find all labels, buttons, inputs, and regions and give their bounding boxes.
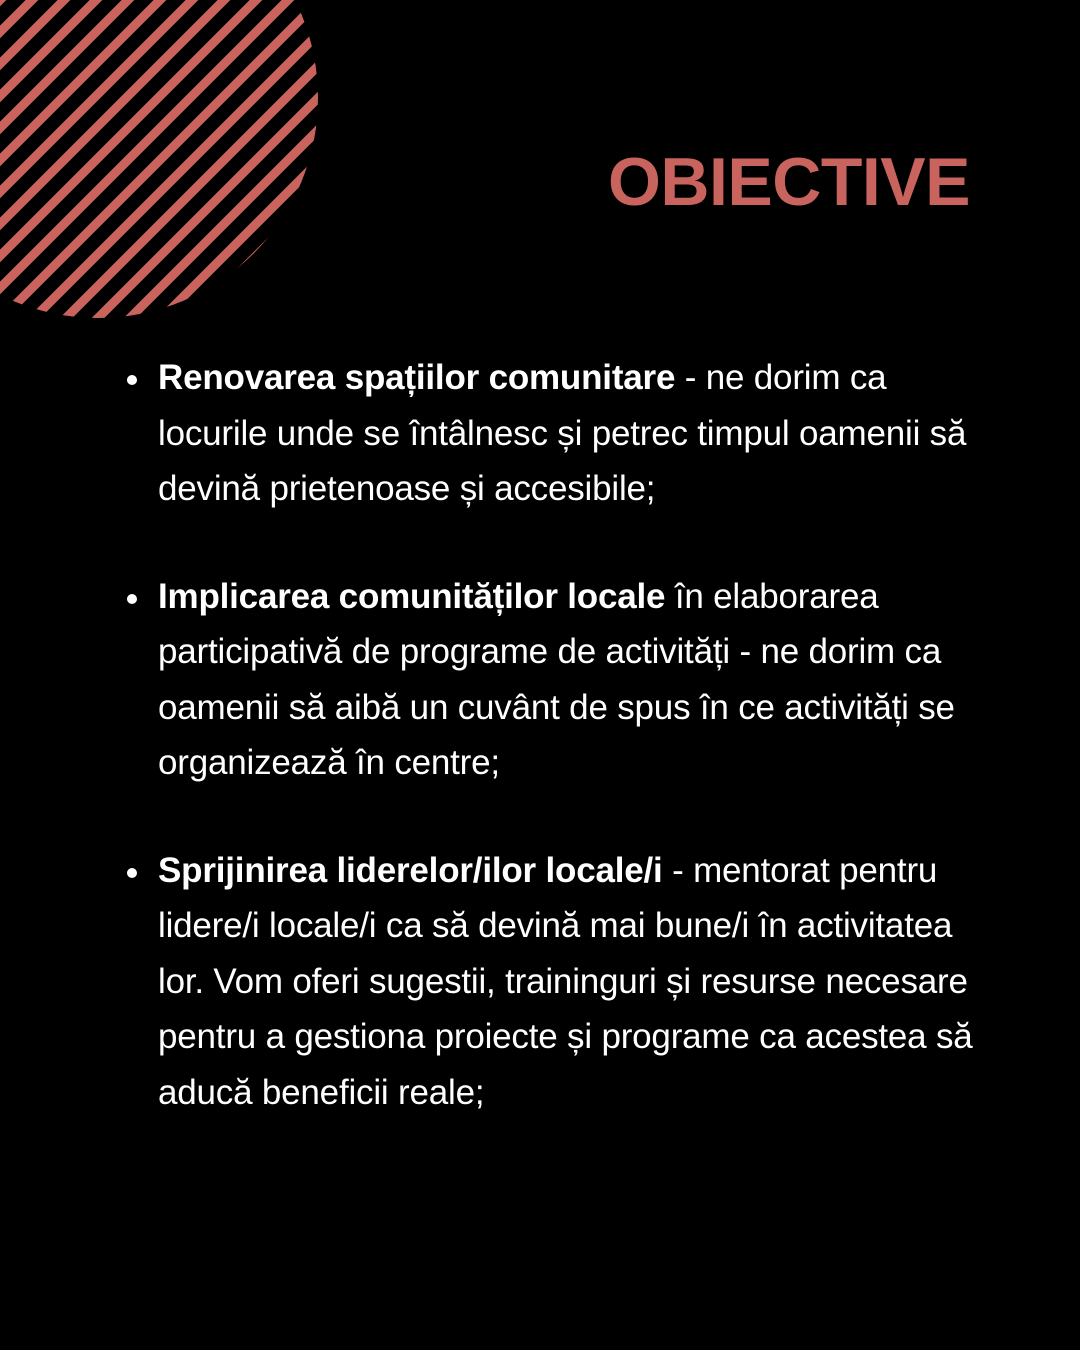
objectives-list — [158, 350, 988, 1172]
objective-description: - mentorat pentru lidere/i locale/i ca să devină mai bune/i în activitatea lor. Vom oferi sugestii, traininguri și resurse necesare pentru a gestiona proiecte și programe ca acestea să aducă beneficii reale; — [158, 850, 973, 1112]
objective-item-renovation — [158, 350, 988, 517]
objective-item-leader-support — [158, 843, 988, 1121]
objective-heading: Renovarea spațiilor comunitare — [158, 358, 676, 397]
objective-description: - ne dorim ca locurile unde se întâlnesc și petrec timpul oamenii să devină prietenoase și accesibile; — [158, 358, 967, 508]
objective-heading: Sprijinirea liderelor/ilor locale/i — [158, 850, 663, 890]
objective-description: în elaborarea participativă de programe de activități - ne dorim ca oamenii să aibă un cuvânt de spus în ce activități se organizează în centre; — [158, 576, 955, 782]
objective-item-community-involvement — [158, 569, 988, 791]
objective-heading: Implicarea comunităților locale — [158, 576, 666, 616]
striped-circle-decoration — [0, 0, 330, 330]
page-title: OBIECTIVE — [608, 144, 970, 220]
